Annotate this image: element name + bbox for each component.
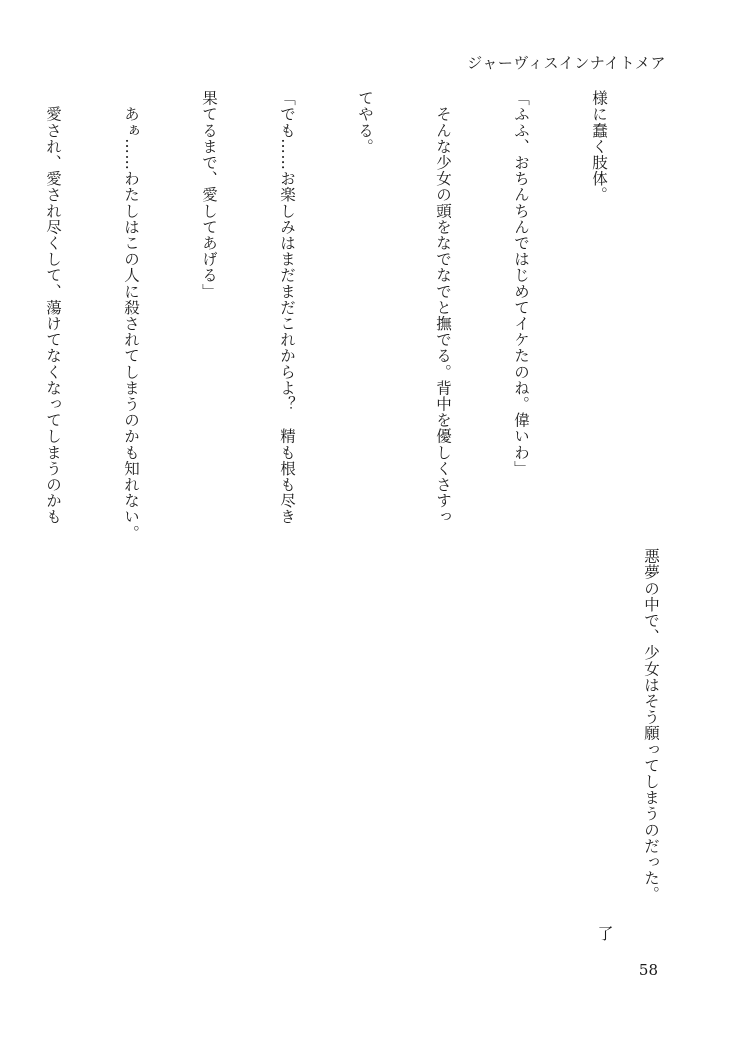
text-line: 果てるまで、愛してあげる」	[200, 90, 218, 300]
text-line: てやる。	[356, 90, 374, 155]
running-title: ジャーヴィスインナイトメア	[467, 54, 666, 72]
text-line: あぁ……わたしはこの人に殺されてしまうのかも知れない。	[122, 90, 140, 541]
page-number: 58	[638, 961, 658, 979]
text-line: 「でも……お楽しみはまだまだこれからよ？ 精も根も尽き	[278, 90, 296, 525]
text-line: そんな少女の頭をなでなでと撫でる。背中を優しくさすっ	[434, 90, 452, 525]
text-line: 愛され、愛され尽くして、蕩けてなくなってしまうのかも	[44, 90, 62, 525]
closing-line: 悪夢の中で、少女はそう願ってしまうのだった。	[642, 548, 660, 903]
body-text	[0, 90, 664, 560]
text-line: 「ふふ、おちんちんではじめてイケたのね。偉いわ」	[512, 90, 530, 477]
end-mark: 了	[595, 925, 614, 941]
text-line: 様に蠢く肢体。	[590, 90, 608, 203]
